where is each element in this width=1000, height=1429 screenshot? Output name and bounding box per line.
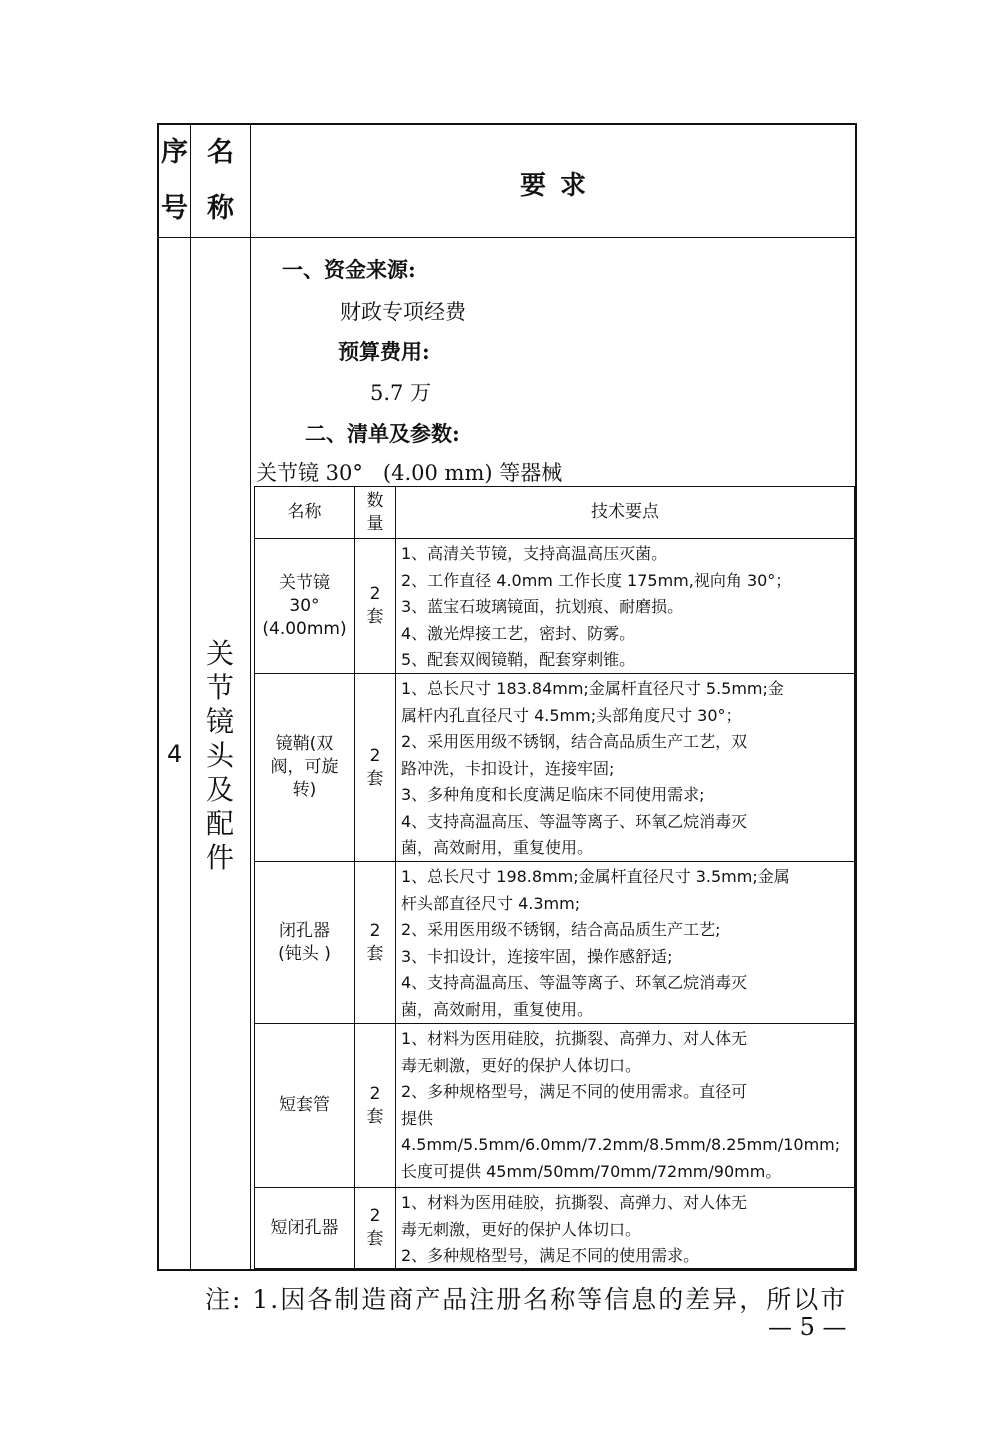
qty-value: 2 — [369, 920, 381, 941]
name-line: (4.00mm) — [262, 618, 347, 639]
table-row-name — [255, 674, 354, 861]
tech-line: 3、卡扣设计，连接牢固，操作感舒适; — [401, 946, 673, 966]
tech-line: 2、多种规格型号，满足不同的使用需求。直径可 — [401, 1082, 748, 1101]
tech-line: 1、材料为医用硅胶，抗撕裂、高弹力、对人体无 — [401, 1193, 748, 1212]
table-row-tech — [401, 1026, 840, 1185]
tech-line: 1、高清关节镜，支持高温高压灭菌。 — [401, 544, 668, 563]
list-heading: 二、清单及参数: — [305, 421, 460, 446]
name-line: (钝头 ) — [278, 943, 331, 964]
qty-unit: 套 — [366, 1229, 384, 1249]
header-name — [191, 125, 250, 237]
qty-value: 2 — [369, 1083, 381, 1104]
table-row-name — [255, 539, 354, 673]
qty-value: 2 — [369, 1206, 381, 1226]
col-header-qty — [355, 487, 395, 538]
subtitle: 关节镜 30° (4.00 mm) 等器械 — [256, 461, 563, 485]
table-row-tech — [401, 1190, 747, 1270]
row-name-char: 节 — [205, 671, 234, 704]
table-row-name — [255, 862, 354, 1023]
qty-unit: 套 — [366, 607, 384, 627]
row-number: 4 — [167, 740, 183, 768]
divider — [250, 125, 251, 1269]
tech-line: 4.5mm/5.5mm/6.0mm/7.2mm/8.5mm/8.25mm/10mm; — [401, 1135, 841, 1154]
tech-line: 2、多种规格型号，满足不同的使用需求。 — [401, 1246, 700, 1265]
tech-line: 菌，高效耐用，重复使用。 — [401, 838, 594, 857]
table-row-qty — [355, 539, 395, 673]
table-row-tech — [401, 676, 784, 862]
footnote: 注: 1.因各制造商产品注册名称等信息的差异，所以市 — [205, 1285, 848, 1314]
table-row-tech — [401, 864, 790, 1023]
row-name-char: 件 — [205, 841, 234, 874]
parameter-table — [254, 486, 855, 1269]
name-line: 镜鞘(双 — [275, 734, 334, 754]
row-name-char: 配 — [205, 807, 234, 840]
tech-line: 5、配套双阀镜鞘，配套穿刺锥。 — [401, 650, 636, 669]
qty-unit: 套 — [366, 1106, 384, 1127]
tech-line: 2、采用医用级不锈钢，结合高品质生产工艺; — [401, 920, 721, 939]
tech-line: 4、支持高温高压、等温等离子、环氧乙烷消毒灭 — [401, 811, 748, 831]
header-seq-char: 序 — [161, 137, 188, 168]
tech-line: 毒无刺激，更好的保护人体切口。 — [401, 1219, 642, 1239]
col-header-qty-char: 量 — [366, 513, 384, 534]
divider — [190, 125, 191, 1269]
tech-line: 属杆内孔直径尺寸 4.5mm;头部角度尺寸 30°； — [401, 705, 742, 725]
name-line: 关节镜 — [279, 572, 330, 593]
col-header-name: 名称 — [287, 502, 322, 522]
tech-line: 4、激光焊接工艺，密封、防雾。 — [401, 623, 636, 643]
col-header-tech: 技术要点 — [591, 502, 659, 522]
name-line: 短闭孔器 — [270, 1217, 339, 1238]
budget-heading: 预算费用: — [338, 339, 430, 364]
tech-line: 2、工作直径 4.0mm 工作长度 175mm,视向角 30°； — [401, 570, 792, 590]
tech-line: 长度可提供 45mm/50mm/70mm/72mm/90mm。 — [401, 1161, 782, 1181]
tech-line: 菌，高效耐用，重复使用。 — [401, 999, 594, 1019]
header-seq — [159, 125, 190, 237]
funding-value: 财政专项经费 — [340, 300, 466, 324]
table-row-name — [255, 1188, 354, 1268]
divider — [159, 237, 855, 238]
row-name-char: 关 — [205, 637, 234, 670]
name-line: 30° — [289, 595, 320, 616]
row-name-char: 头 — [205, 739, 234, 772]
table-row-qty — [355, 1024, 395, 1187]
table-row-name — [255, 1024, 354, 1187]
tech-line: 1、材料为医用硅胶，抗撕裂、高弹力、对人体无 — [401, 1029, 748, 1048]
table-row-qty — [355, 862, 395, 1023]
tech-line: 2、采用医用级不锈钢，结合高品质生产工艺，双 — [401, 732, 748, 751]
budget-value: 5.7 万 — [370, 381, 432, 405]
name-line: 阀，可旋 — [270, 757, 339, 777]
tech-line: 提供 — [401, 1108, 434, 1128]
row-name-char: 镜 — [205, 705, 234, 738]
page-number: — 5 — — [768, 1313, 847, 1341]
qty-unit: 套 — [366, 768, 384, 789]
name-line: 短套管 — [279, 1095, 330, 1115]
tech-line: 3、蓝宝石玻璃镜面，抗划痕、耐磨损。 — [401, 597, 684, 616]
header-seq-char: 号 — [161, 193, 188, 224]
table-row-tech — [401, 541, 791, 674]
qty-value: 2 — [369, 584, 381, 604]
tech-line: 4、支持高温高压、等温等离子、环氧乙烷消毒灭 — [401, 973, 748, 992]
header-name-char: 名 — [207, 137, 234, 168]
name-line: 转) — [292, 780, 317, 800]
funding-heading: 一、资金来源: — [282, 257, 416, 282]
tech-line: 路冲洗，卡扣设计，连接牢固; — [401, 758, 615, 778]
divider — [395, 487, 396, 1268]
name-line: 闭孔器 — [279, 920, 330, 941]
tech-line: 1、总长尺寸 198.8mm;金属杆直径尺寸 3.5mm;金属 — [401, 867, 790, 886]
tech-line: 3、多种角度和长度满足临床不同使用需求; — [401, 785, 705, 804]
header-name-char: 称 — [207, 193, 234, 224]
tech-line: 杆头部直径尺寸 4.3mm; — [401, 893, 581, 913]
qty-value: 2 — [369, 745, 381, 766]
table-row-qty — [355, 1188, 395, 1268]
tech-line: 1、总长尺寸 183.84mm;金属杆直径尺寸 5.5mm;金 — [401, 679, 784, 698]
qty-unit: 套 — [366, 943, 384, 964]
header-requirements: 要求 — [520, 171, 601, 201]
col-header-qty-char: 数 — [366, 490, 384, 511]
tech-line: 毒无刺激，更好的保护人体切口。 — [401, 1055, 642, 1075]
row-name-char: 及 — [205, 773, 234, 806]
table-row-qty — [355, 674, 395, 861]
row-item-name — [204, 637, 236, 875]
